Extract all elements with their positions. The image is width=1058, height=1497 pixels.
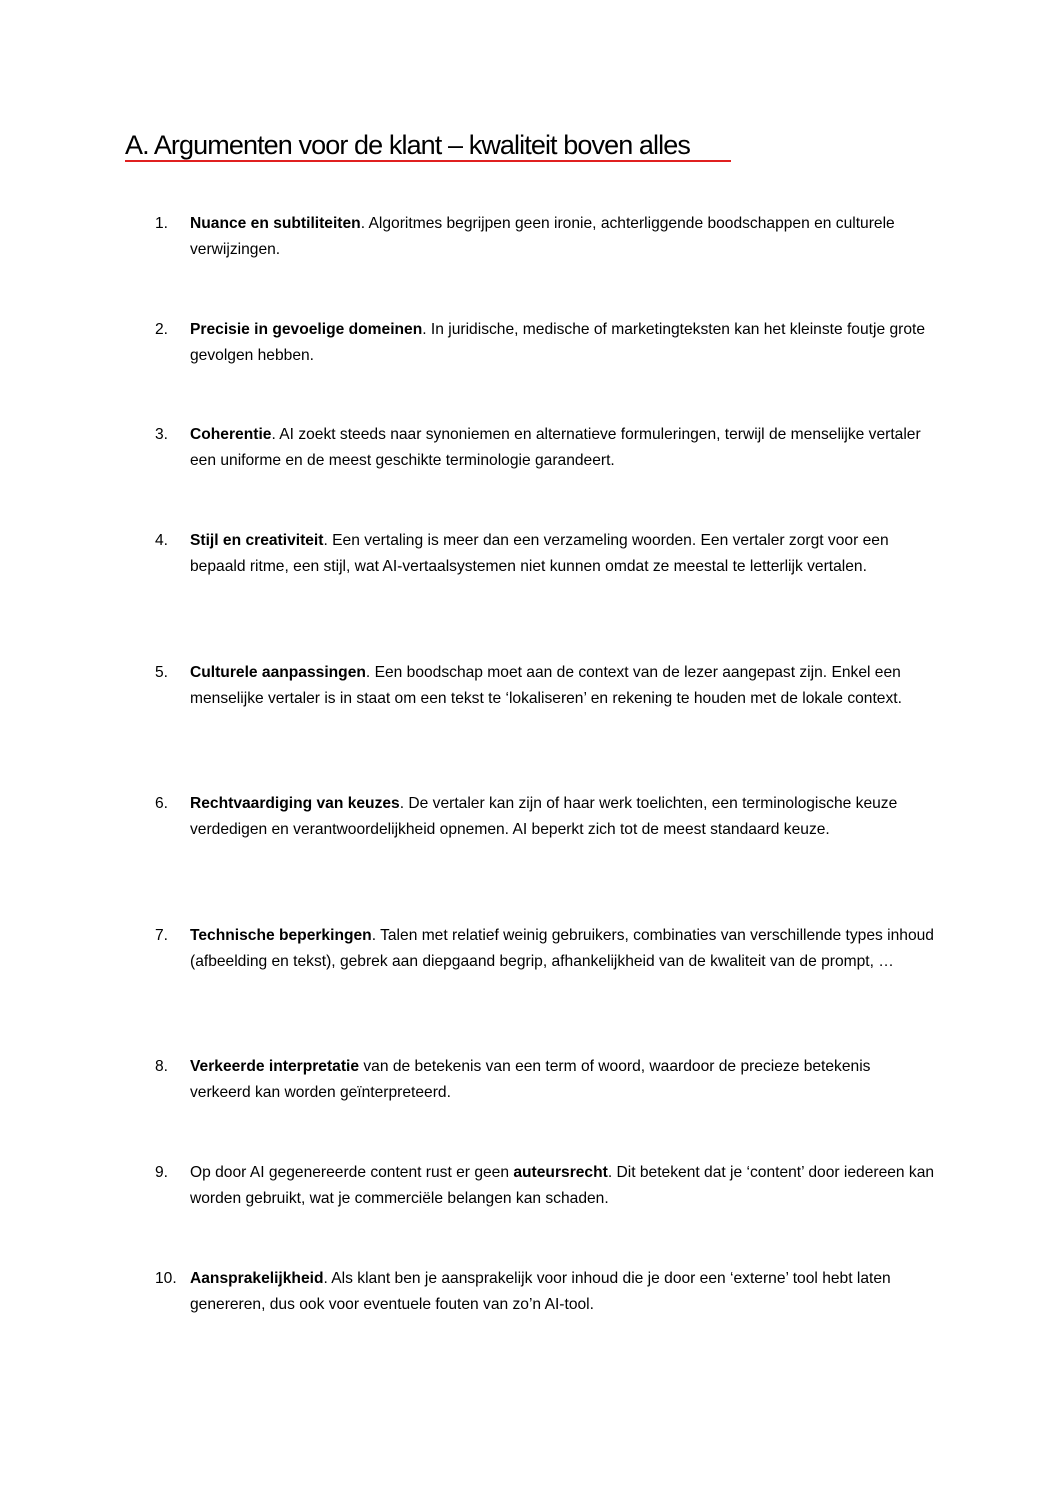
item-number: 5. [155, 664, 169, 681]
item-text [190, 1266, 935, 1318]
item-text [190, 317, 935, 369]
item-number: 4. [155, 532, 169, 549]
item-number: 2. [155, 321, 169, 338]
item-rest: . Een vertaling is meer dan een verzameling woorden. Een vertaler zorgt voor een bepaald ritme, een stijl, wat AI-vertaalsystemen niet kunnen omdat ze meestal te letterlijk vertalen. [190, 532, 889, 575]
item-rest: . Dit betekent dat je ‘content’ door iedereen kan worden gebruikt, wat je commerciële belangen kan schaden. [190, 1164, 935, 1207]
item-rest: . In juridische, medische of marketingteksten kan het kleinste foutje grote gevolgen hebben. [190, 321, 925, 364]
item-keyword: Culturele aanpassingen [190, 664, 366, 681]
item-text [190, 1160, 935, 1212]
item-pre: Op door AI gegenereerde content rust er geen [190, 1164, 514, 1181]
item-rest: . Algoritmes begrijpen geen ironie, achterliggende boodschappen en culturele verwijzingen. [190, 215, 895, 258]
item-keyword: Stijl en creativiteit [190, 532, 324, 549]
item-keyword: Precisie in gevoelige domeinen [190, 321, 423, 338]
item-number: 3. [155, 426, 169, 443]
item-rest: . AI zoekt steeds naar synoniemen en alternatieve formuleringen, terwijl de menselijke vertaler een uniforme en de meest geschikte terminologie garandeert. [190, 426, 921, 469]
item-rest: . Een boodschap moet aan de context van de lezer aangepast zijn. Enkel een menselijke vertaler is in staat om een tekst te ‘lokaliseren’ en rekening te houden met de lokale context. [190, 664, 902, 707]
item-rest: . De vertaler kan zijn of haar werk toelichten, een terminologische keuze verdedigen en verantwoordelijkheid opnemen. AI beperkt zich tot de meest standaard keuze. [190, 795, 898, 838]
item-text [190, 660, 935, 712]
item-text [190, 528, 935, 580]
item-text [190, 1054, 935, 1106]
item-keyword: Nuance en subtiliteiten [190, 215, 361, 232]
title-underline [125, 160, 731, 162]
item-rest: van de betekenis van een term of woord, waardoor de precieze betekenis verkeerd kan worden geïnterpreteerd. [190, 1058, 871, 1101]
item-rest: . Talen met relatief weinig gebruikers, combinaties van verschillende types inhoud (afbeelding en tekst), gebrek aan diepgaand begrip, afhankelijkheid van de kwaliteit van de prompt, … [190, 927, 934, 970]
item-number: 6. [155, 795, 169, 812]
item-text [190, 791, 935, 843]
item-number: 8. [155, 1058, 169, 1075]
item-keyword: Technische beperkingen [190, 927, 372, 944]
item-keyword: Aansprakelijkheid [190, 1270, 324, 1287]
item-number: 1. [155, 215, 169, 232]
item-keyword: auteursrecht [513, 1164, 608, 1181]
page-title: A. Argumenten voor de klant – kwaliteit boven alles [125, 130, 690, 160]
item-number: 10. [155, 1270, 177, 1287]
item-keyword: Rechtvaardiging van keuzes [190, 795, 400, 812]
item-keyword: Verkeerde interpretatie [190, 1058, 360, 1075]
item-number: 7. [155, 927, 169, 944]
item-text [190, 211, 935, 263]
item-rest: . Als klant ben je aansprakelijk voor inhoud die je door een ‘externe’ tool hebt laten genereren, dus ook voor eventuele fouten van zo’n AI-tool. [190, 1270, 891, 1313]
item-number: 9. [155, 1164, 169, 1181]
item-text [190, 422, 935, 474]
item-text [190, 923, 935, 975]
item-keyword: Coherentie [190, 426, 272, 443]
